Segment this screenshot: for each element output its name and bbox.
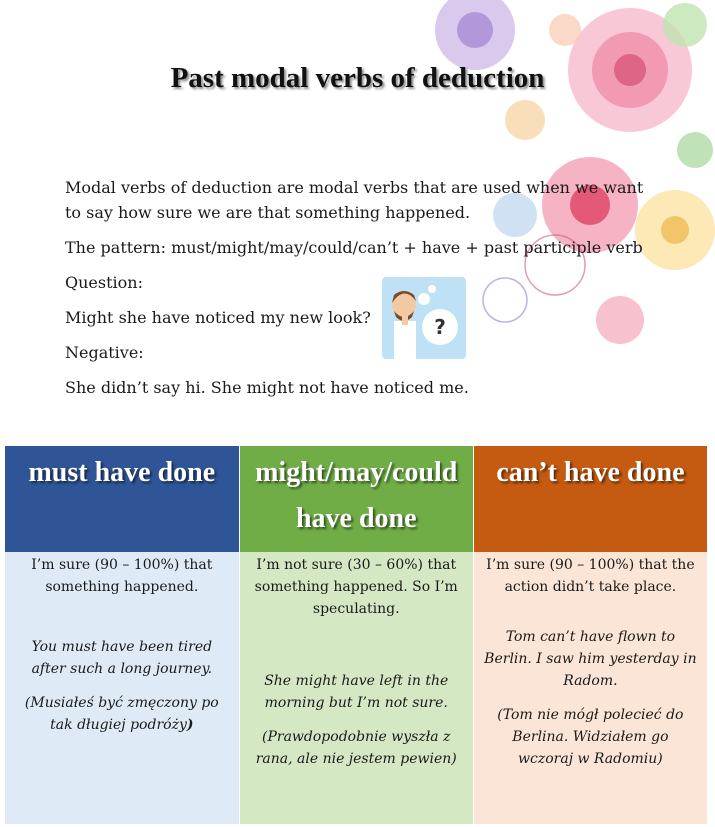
page-title: Past modal verbs of deduction — [170, 62, 545, 94]
thinking-man-icon — [382, 277, 466, 359]
translation-text: (Prawdopodobnie wyszła z rana, ale nie jestem pewien) — [255, 729, 457, 767]
column-heading-must: must have done — [5, 446, 239, 552]
question-example: Might she have noticed my new look? — [65, 308, 371, 327]
meaning-text: I’m sure (90 – 100%) that something happened. — [31, 557, 213, 595]
question-label: Question: — [65, 273, 143, 292]
column-body-might — [239, 552, 473, 824]
modal-verbs-table — [5, 446, 708, 824]
column-heading-cant: can’t have done — [473, 446, 707, 552]
meaning-text: I’m sure (90 – 100%) that the action didn’t take place. — [486, 557, 695, 595]
example-text: You must have been tired after such a long journey. — [31, 639, 213, 677]
column-heading-might: might/may/could have done — [239, 446, 473, 552]
meaning-text: I’m not sure (30 – 60%) that something happened. So I’m speculating. — [254, 557, 458, 617]
translation-text: (Tom nie mógł polecieć do Berlina. Widziałem go wczoraj w Radomiu) — [497, 707, 684, 767]
negative-example: She didn’t say hi. She might not have noticed me. — [65, 378, 469, 397]
column-body-must — [5, 552, 239, 824]
translation-text: (Musiałeś być zmęczony po tak długiej podróży) — [24, 695, 219, 733]
svg-text:?: ? — [434, 315, 446, 339]
definition-text: Modal verbs of deduction are modal verbs that are used when we want to say how sure we are that something happened. — [65, 178, 644, 222]
negative-label: Negative: — [65, 343, 144, 362]
example-text: Tom can’t have flown to Berlin. I saw him yesterday in Radom. — [484, 629, 697, 689]
intro-section — [65, 175, 645, 410]
pattern-text: The pattern: must/might/may/could/can’t + have + past participle verb — [65, 238, 643, 257]
column-body-cant — [473, 552, 707, 824]
example-text: She might have left in the morning but I’m not sure. — [264, 673, 449, 711]
